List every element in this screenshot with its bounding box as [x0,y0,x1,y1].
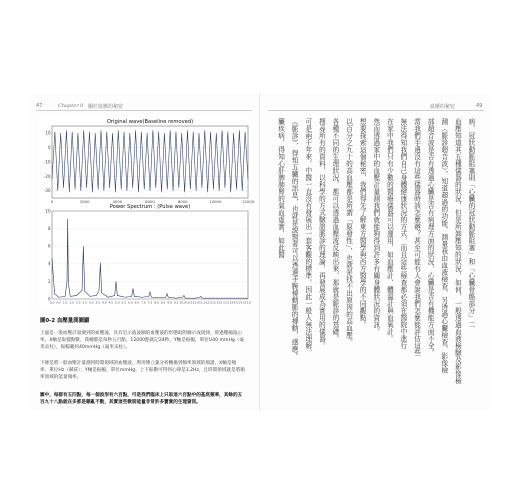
vertical-text-column: 各種不同的生理狀況，都可以透過血壓波反映出來，那就是脈診的基礎。 [330,118,339,342]
spectrum-x-tick-label: 10.0 [179,300,186,305]
vertical-text-column: 想要探索這個秘密，我們得先了解東方醫學與西方醫學的不同觀點。 [358,118,367,328]
wave-x-tick-label: 2000 [79,199,90,204]
vertical-text-column: 《脈診》，得知五臟的訊息，也就是說醫者可以透過手腕橈動脈的搏動，感應。 [290,118,299,360]
wave-x-tick-label: 0 [50,199,54,204]
spectrum-x-tick-label: 12.5 [212,300,219,305]
spectrum-x-tick-label: 13.5 [225,300,232,305]
spectrum-x-tick-label: 7.5 [147,300,153,305]
vertical-text-column: 臟疾病，得知心肝脾肺腎的氣血虛實，如此醫 [276,118,285,258]
vertical-text-column: 在家中我們只有少數的醫療儀器可以運用，如血壓計、體溫計與血氧計。 [385,118,394,342]
spectrum-x-tick-label: 7.0 [141,300,146,305]
wave-x-tick-label: 10000 [209,199,222,204]
page-gutter [259,94,260,410]
spectrum-x-tick-label: 1.0 [62,300,68,305]
wave-y-tick-label: 10 [45,130,51,136]
vertical-text-column: 當我們手邊沒有這些儀器時該怎麼辦？甚至可能有人會說我們怎麼能評估這些 [412,118,421,356]
spectrum-y-tick-label: 6 [47,243,51,249]
vertical-text-column: 血壓知道其五種儀器的狀況，但是所卸壓知的狀況，如何，一般透過血液檢驗及影像檢 [453,118,462,384]
spectrum-x-tick-label: 1.5 [69,300,74,305]
spectrum-y-tick-label: 10 [45,208,51,214]
left-page-number: 47 [36,103,43,109]
spectrum-y-tick-label: 0 [47,296,51,302]
vertical-text-column: 測（脈診超音波），知道超過的功能，測量我由血液檢查，另透過心臟檢查，影像檢 [439,118,448,374]
right-page-number: 49 [476,103,483,109]
spectrum-x-tick-label: 3.5 [95,300,101,305]
wave-chart-title: Original wave(Baseline removed) [106,119,194,125]
spectrum-x-tick-label: 3.0 [88,300,94,305]
chapter-label: Chapter 0 [58,103,84,109]
spectrum-x-tick-label: 9.0 [167,300,172,305]
spectrum-x-tick-label: 0.0 [49,300,55,305]
spectrum-x-tick-label: 5.0 [115,300,120,305]
spectrum-y-tick-label: 2 [47,278,51,284]
spectrum-x-tick-label: 2.5 [82,300,87,305]
vertical-text-column: 可是兩千年來，中醫一直沒有發展出一套客觀的標準，因此一般人無法理解。 [303,118,312,356]
spectrum-y-tick-label: 8 [47,226,51,231]
spectrum-x-tick-label: 0.5 [56,300,61,305]
right-header-rule [268,110,484,111]
spectrum-x-tick-label: 8.0 [154,300,159,305]
wave-x-tick-label: 12000 [241,199,255,204]
wave-y-tick-label: -30 [43,188,51,194]
spectrum-x-tick-label: 11.0 [192,300,199,305]
spectrum-x-tick-label: 8.5 [160,300,166,305]
chapter-title: 關於血壓的秘密 [88,104,124,110]
body-paragraph-2: 下條是將一般血壓計量測到時間領域的血壓波，利用傅立葉分析轉換到頻率領域的頻譜，X軸是頻率，單位Hz（赫茲）；Y軸是振幅，單位mmHg，上下振動可得到心律是1.2Hz，且時間領域就是將頻率領域的能量頻率。 [40,361,245,380]
spectrum-x-tick-label: 11.5 [199,300,206,305]
spectrum-x-tick-label: 6.0 [128,300,133,305]
vertical-text-column: 部超音波是否有透過心臟是否有病理方面的狀況，心臟是否有機能方面不全。 [426,118,435,356]
spectrum-x-tick-label: 15.0 [244,300,252,305]
spectrum-x-tick-label: 6.5 [134,300,140,305]
vertical-text-column: 搜尋所有的資料，以科學的方式驗證脈診的理論，再發展成為實用的儀器。 [317,118,326,349]
spectrum-x-tick-label: 5.5 [121,300,127,305]
spectrum-x-tick-label: 12.0 [205,300,213,305]
spectrum-x-tick-label: 9.5 [173,300,179,305]
vertical-text-column: 病，冠狀動脈阻塞則「心臟的冠狀動脈阻塞」和「心臟骨骼部分」二 [466,118,475,328]
spectrum-x-tick-label: 14.5 [238,300,245,305]
figure-caption: 圖0-2 血壓量測圖顯 [40,318,90,324]
right-running-title: 血壓的秘密 [430,104,456,110]
wave-y-tick-label: -10 [43,159,51,165]
wave-x-tick-label: 8000 [177,199,188,204]
vertical-text-column: 無法得知我們自己身體健康狀況的方式，而且這些檢查都必須在醫院中進行 [398,118,407,349]
blood-pressure-figure [38,116,255,308]
spectrum-x-tick-label: 13.0 [218,300,226,305]
wave-x-tick-label: 6000 [145,199,155,204]
spectrum-chart-title: Power Spectrum : (Pulse wave) [109,204,191,210]
wave-y-tick-label: -20 [43,173,51,179]
wave-y-tick-label: 0 [47,145,51,150]
spectrum-x-tick-label: 10.5 [185,300,193,305]
vertical-text-column: 以百分之九十的高血壓都是所謂「原發性」，也就是找不出原因的高血壓。 [344,118,353,346]
spectrum-x-tick-label: 4.0 [101,300,107,305]
spectrum-x-tick-label: 2.0 [75,300,81,305]
body-paragraph-3: 圖中，每群有五四點，每一個波形有六百點，可是我們臨床上只取這六百點中的基底頻率，其餘的五百九十八點就在多都是雜亂不動，其實這些微弱能量非常許多寶貴的生理資訊。 [40,393,243,405]
wave-x-tick-label: 4000 [112,199,123,204]
vertical-text-column: 然而透過家中的血壓計量測我們就能夠得到許多有關身體狀況的資訊。 [371,118,380,335]
figure-background [38,116,252,308]
spectrum-chart-x-ticks [50,301,252,305]
spectrum-x-tick-label: 4.5 [108,300,114,305]
body-paragraph-1: 上風是一般血壓計量測到的血壓波，具有近示波波圖的血壓波的形態取附圖示成規律，經過壓縮波心率。X軸是取樣點數，我檢都是每秒五百點，12000點就記24秒，Y軸是振幅，單位U40 mmHg（毫米汞柱），振幅範約40mmHg（毫米汞柱）。 [40,331,244,350]
figure-svg [38,116,255,308]
spectrum-y-tick-label: 4 [47,261,51,267]
spectrum-x-tick-label: 14.0 [231,300,239,305]
left-header-rule [36,110,252,111]
